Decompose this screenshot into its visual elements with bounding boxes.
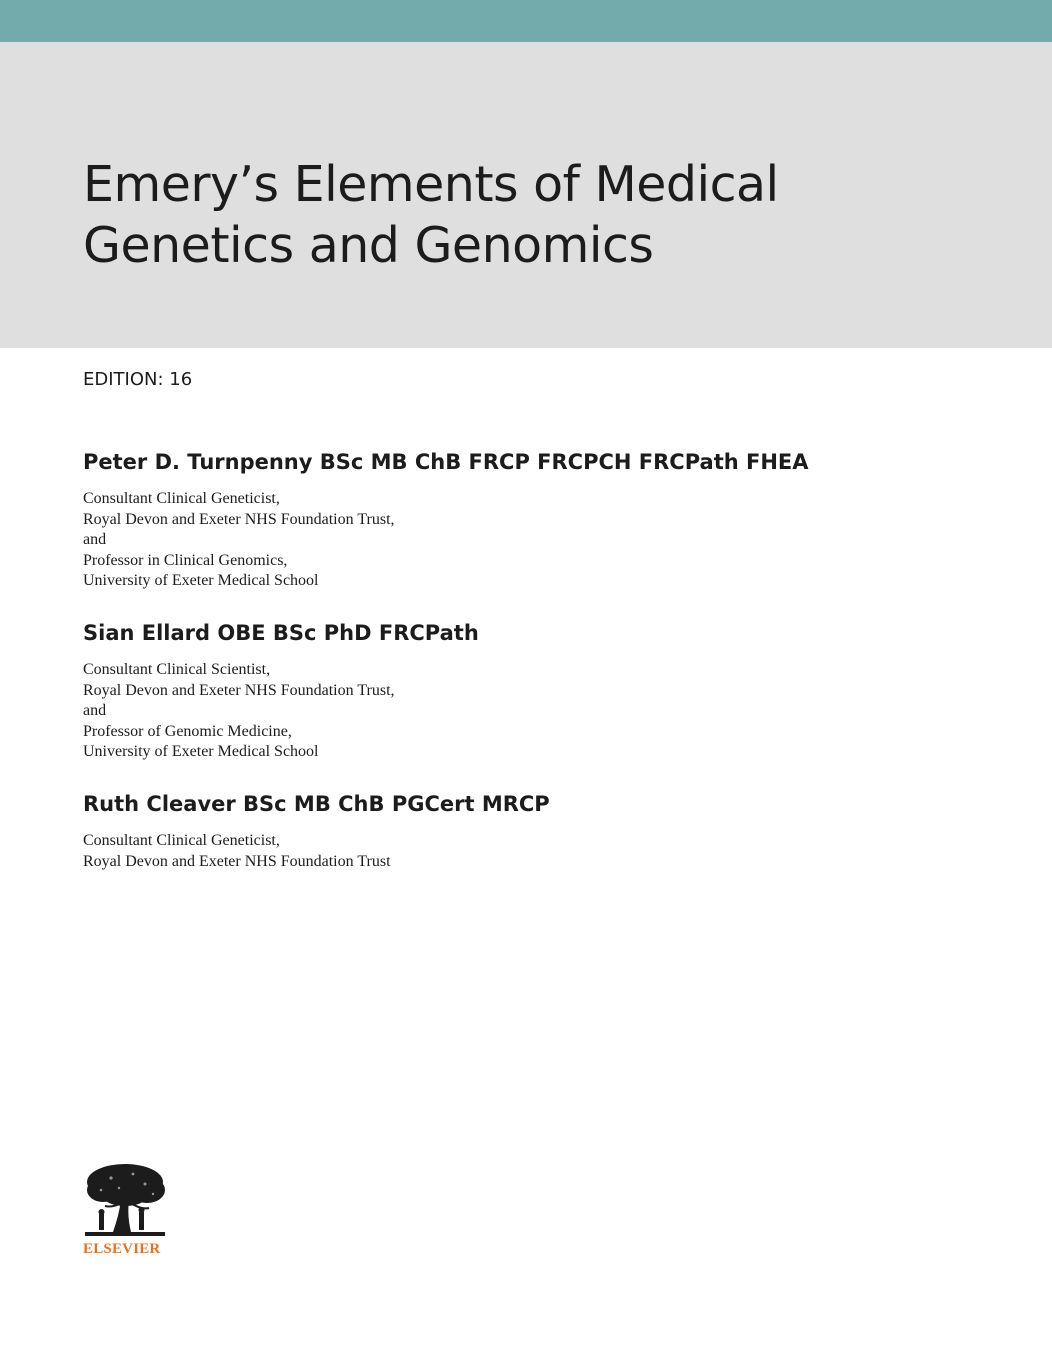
affiliation-line: and bbox=[83, 531, 107, 548]
affiliation-line: and bbox=[83, 702, 107, 719]
book-title-line-1: Emery’s Elements of Medical bbox=[83, 156, 779, 213]
affiliation-line: University of Exeter Medical School bbox=[83, 572, 319, 589]
affiliation-line: Royal Devon and Exeter NHS Foundation Trust, bbox=[83, 510, 395, 528]
author-block bbox=[83, 791, 550, 872]
author-name: Ruth Cleaver BSc MB ChB PGCert MRCP bbox=[83, 792, 550, 816]
top-accent-bar bbox=[0, 0, 1052, 42]
affiliation-line: Professor of Genomic Medicine, bbox=[83, 722, 292, 740]
author-affiliation bbox=[83, 831, 550, 872]
affiliation-line: Royal Devon and Exeter NHS Foundation Trust bbox=[83, 852, 391, 870]
book-title-line-2: Genetics and Genomics bbox=[83, 217, 654, 274]
author-block bbox=[83, 449, 809, 592]
book-title bbox=[83, 154, 779, 276]
publisher-wordmark: ELSEVIER bbox=[83, 1241, 161, 1257]
affiliation-line: Consultant Clinical Scientist, bbox=[83, 661, 271, 678]
author-name: Peter D. Turnpenny BSc MB ChB FRCP FRCPCH FRCPath FHEA bbox=[83, 450, 809, 474]
affiliation-line: Royal Devon and Exeter NHS Foundation Trust, bbox=[83, 681, 395, 699]
publisher-logo bbox=[83, 1160, 167, 1257]
author-name: Sian Ellard OBE BSc PhD FRCPath bbox=[83, 621, 479, 645]
author-block bbox=[83, 620, 479, 763]
author-affiliation bbox=[83, 660, 479, 763]
author-affiliation bbox=[83, 489, 809, 592]
edition-label: EDITION: 16 bbox=[83, 369, 193, 390]
affiliation-line: Consultant Clinical Geneticist, bbox=[83, 490, 280, 507]
affiliation-line: Consultant Clinical Geneticist, bbox=[83, 832, 280, 849]
affiliation-line: Professor in Clinical Genomics, bbox=[83, 551, 288, 569]
elsevier-tree-icon bbox=[83, 1160, 167, 1240]
affiliation-line: University of Exeter Medical School bbox=[83, 743, 319, 760]
